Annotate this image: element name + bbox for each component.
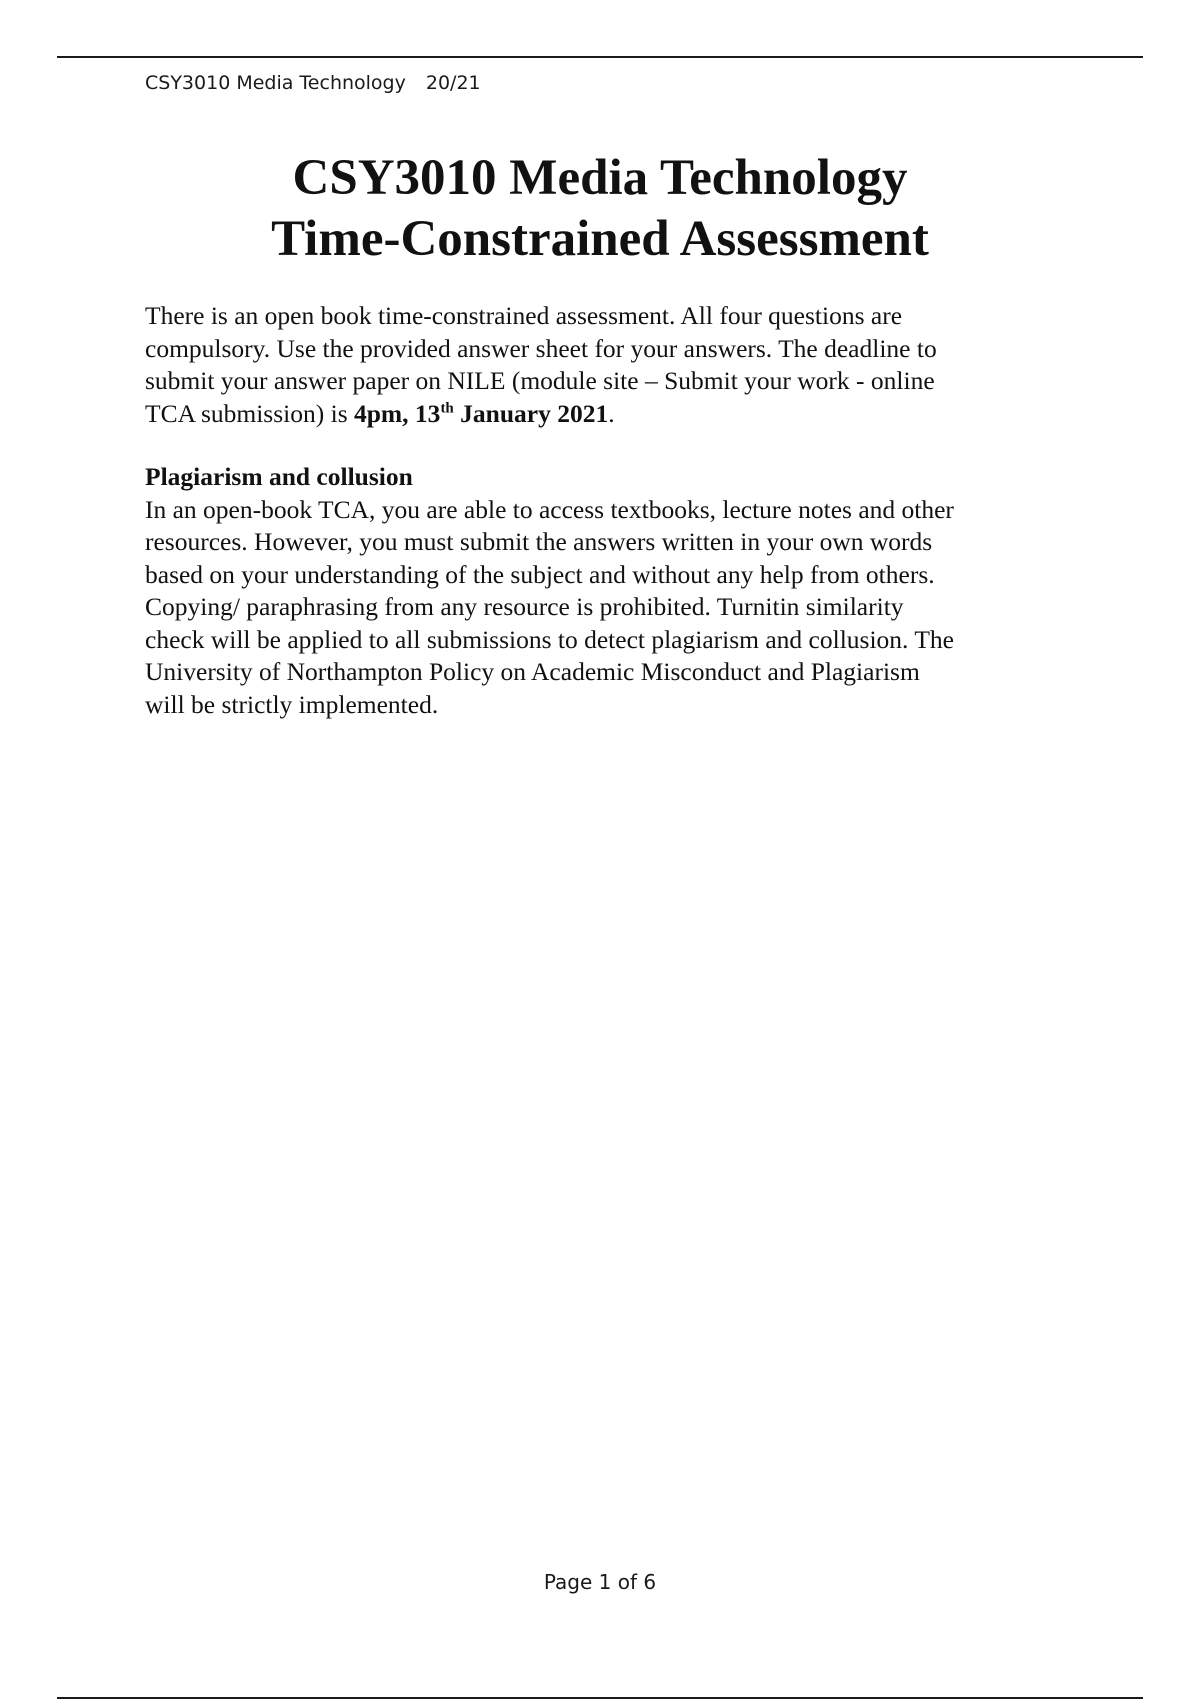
- top-rule: [57, 56, 1143, 58]
- plagiarism-line: University of Northampton Policy on Academic Misconduct and Plagiarism: [145, 657, 920, 686]
- title-line-1: CSY3010 Media Technology: [292, 150, 908, 206]
- intro-line-prefix: TCA submission) is: [145, 398, 354, 428]
- running-header: [145, 72, 481, 94]
- plagiarism-line: In an open-book TCA, you are able to access textbooks, lecture notes and other: [145, 494, 954, 524]
- page-number: Page 1 of 6: [543, 1570, 657, 1594]
- plagiarism-line: based on your understanding of the subject and without any help from others.: [145, 559, 935, 589]
- bottom-rule: [57, 1697, 1143, 1699]
- intro-line-suffix: .: [608, 398, 615, 428]
- document-title: [57, 148, 1143, 270]
- deadline-ordinal-suffix: th: [440, 400, 454, 416]
- header-course: CSY3010 Media Technology: [145, 72, 406, 94]
- title-line-2: Time-Constrained Assessment: [271, 211, 929, 267]
- plagiarism-section: [145, 461, 1065, 721]
- plagiarism-heading: Plagiarism and collusion: [145, 462, 413, 491]
- header-year: 20/21: [425, 72, 481, 94]
- plagiarism-line: check will be applied to all submissions to detect plagiarism and collusion. The: [145, 624, 954, 654]
- intro-paragraph: [145, 300, 1065, 430]
- plagiarism-line: will be strictly implemented.: [145, 689, 439, 719]
- deadline-time: 4pm, 13: [354, 398, 441, 428]
- deadline: [354, 399, 608, 428]
- deadline-date: January 2021: [453, 398, 609, 428]
- plagiarism-line: Copying/ paraphrasing from any resource is prohibited. Turnitin similarity: [145, 592, 904, 621]
- intro-line: There is an open book time-constrained assessment. All four questions are: [145, 301, 903, 330]
- plagiarism-line: resources. However, you must submit the answers written in your own words: [145, 527, 933, 556]
- intro-line: compulsory. Use the provided answer sheet for your answers. The deadline to: [145, 333, 937, 363]
- intro-line: submit your answer paper on NILE (module site – Submit your work - online: [145, 366, 935, 395]
- intro-line-deadline: [145, 398, 1065, 431]
